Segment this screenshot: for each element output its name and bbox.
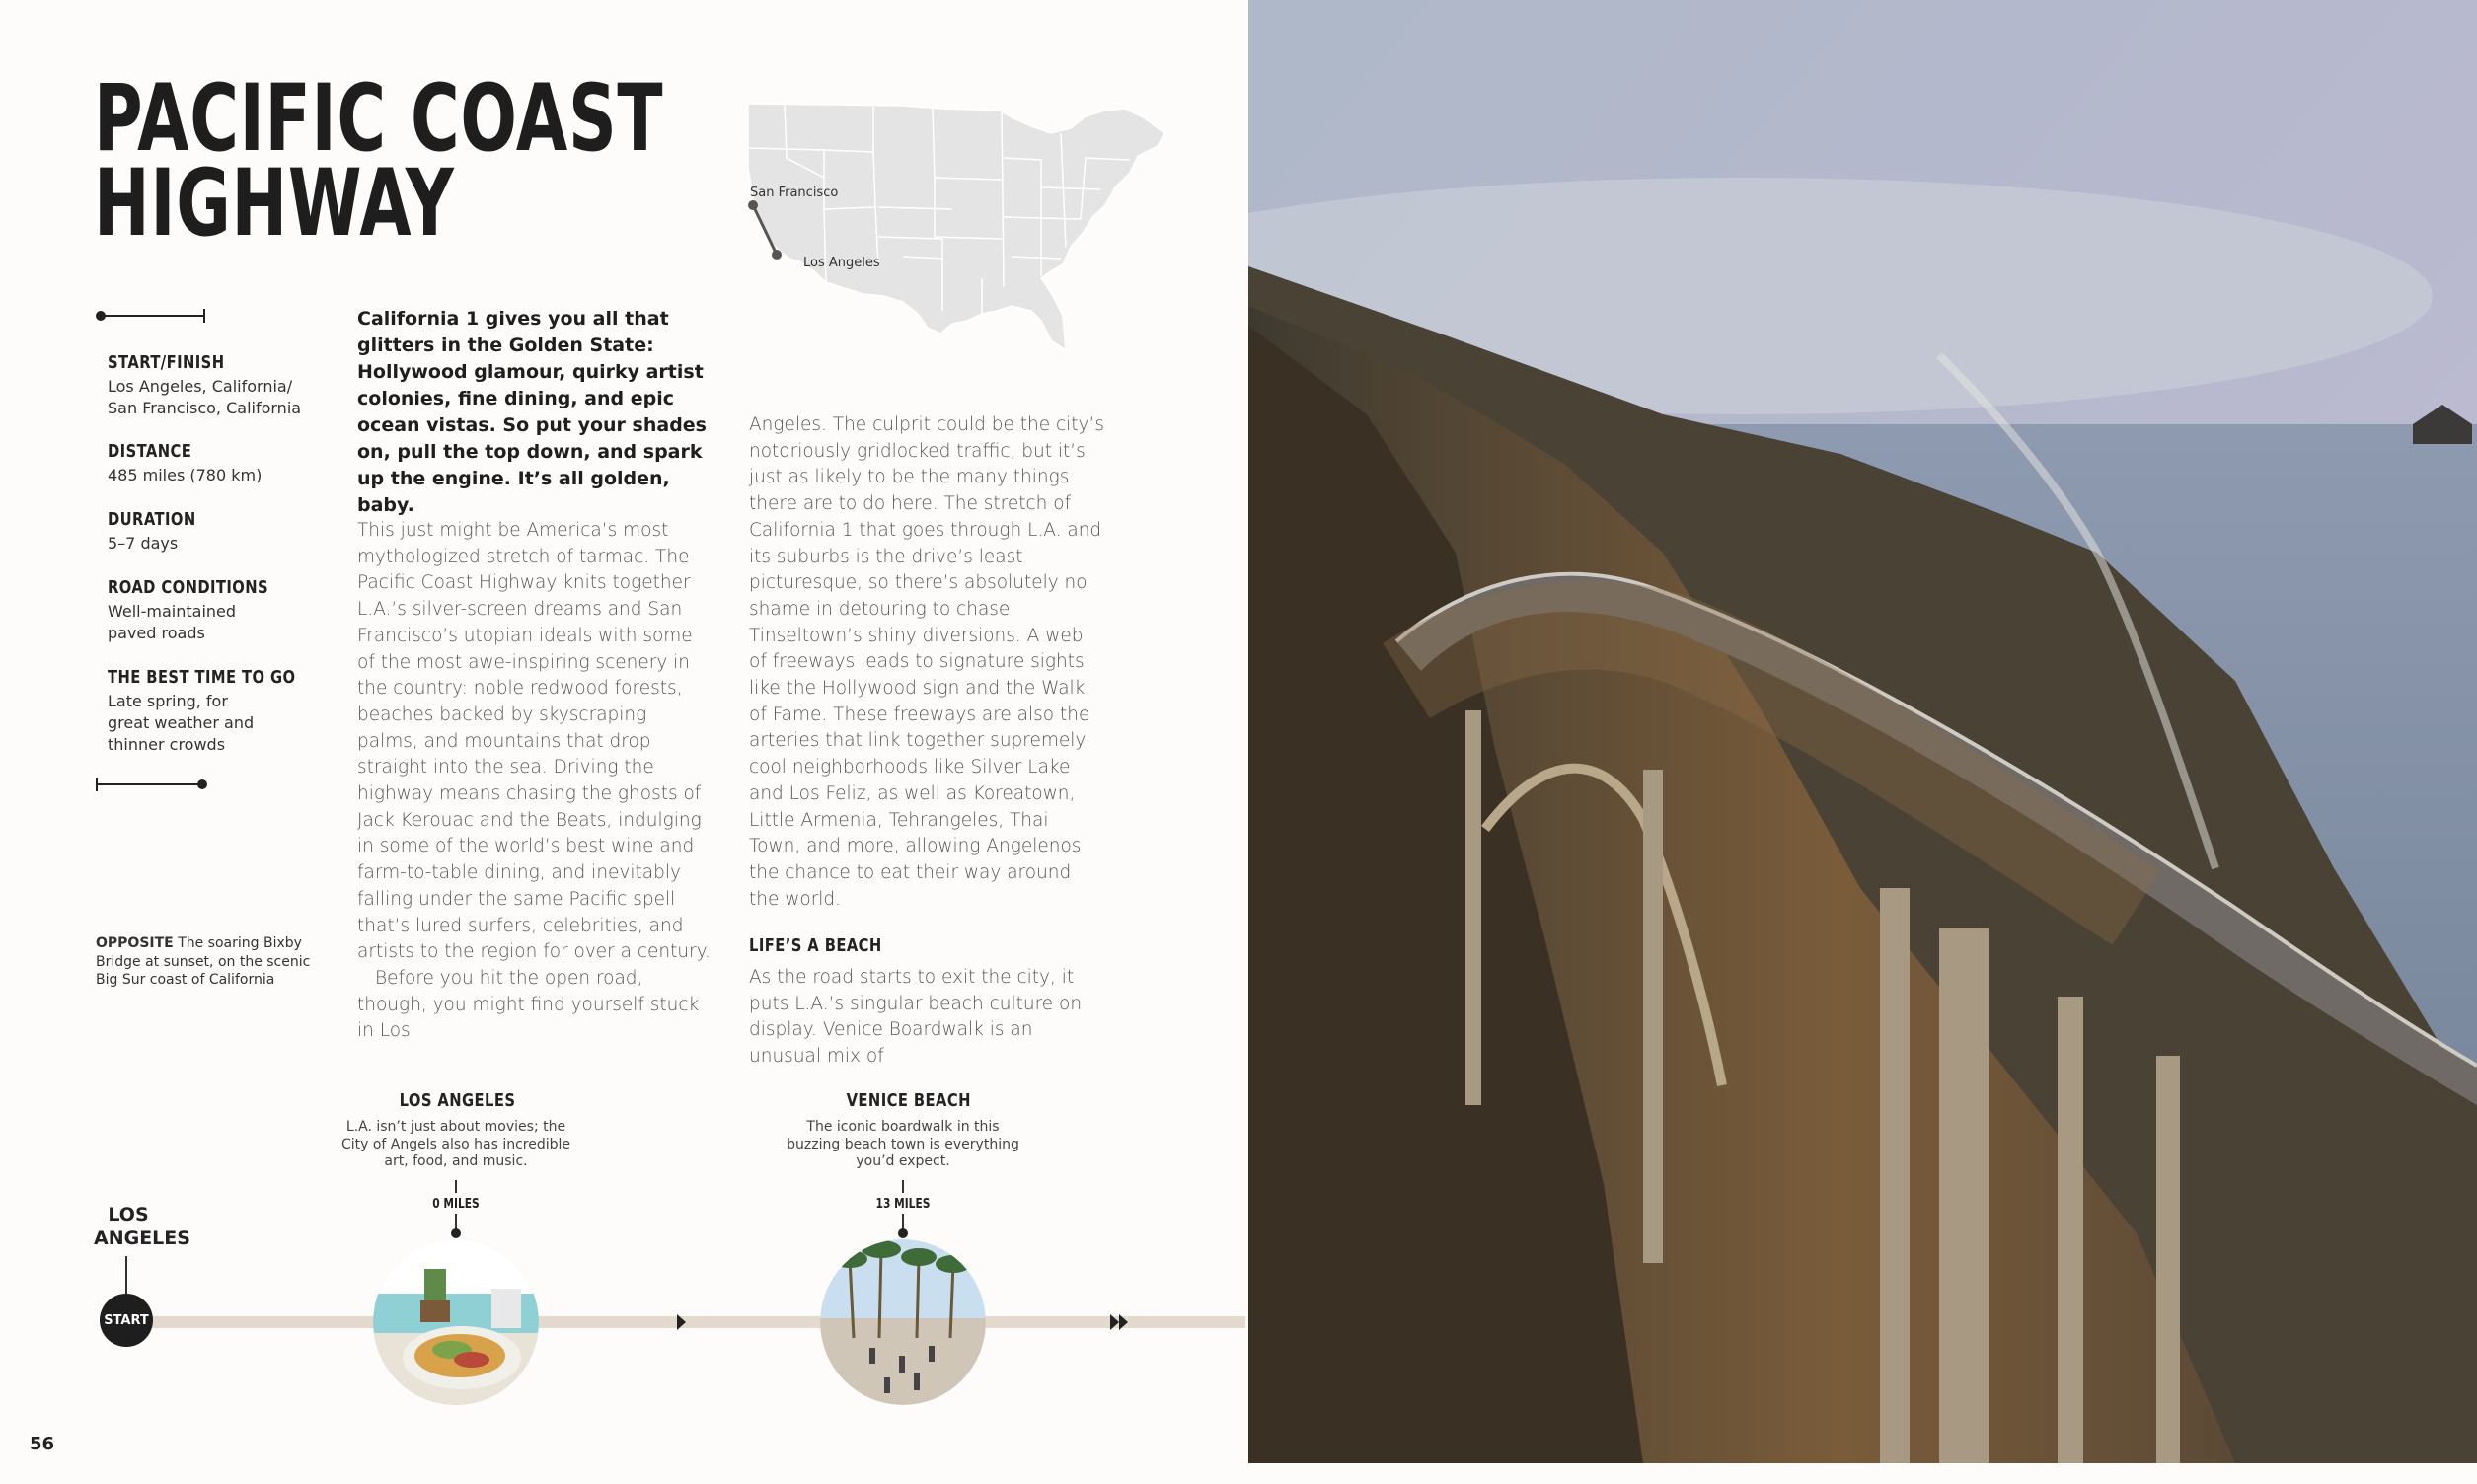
page-title: PACIFIC COAST HIGHWAY xyxy=(94,65,664,258)
info-label-duration: DURATION xyxy=(108,509,196,530)
stop-desc-venice-beach: The iconic boardwalk in this buzzing beach town is everything you’d expect. xyxy=(787,1119,1019,1169)
us-map-shape xyxy=(748,104,1164,350)
rule-tick xyxy=(203,309,205,323)
start-badge: START xyxy=(100,1294,153,1347)
body-paragraph: Angeles. The culprit could be the city’s notoriously gridlocked traffic, but it’s just as likely to be the many things there are to do here. The stretch of California 1 that goes through L.A. and its suburbs is the drive’s least picturesque, so there’s absolutely no shame in detouring to chase Tinseltown’s shiny diversions. A web of freeways leads to signature sights like the Hollywood sign and the Walk of Fame. These freeways are also the arteries that link together supremely cool neighborhoods like Silver Lake and Los Feliz, as well as Koreatown, Little Armenia, Tehrangeles, Thai Town, and more, allowing Angelenos the chance to eat their way around the world. xyxy=(749,414,1104,910)
arrow-right-icon xyxy=(677,1314,686,1330)
la-marker xyxy=(772,250,782,260)
stop-photo-venice-beach xyxy=(820,1239,986,1405)
page-number: 56 xyxy=(30,1434,55,1454)
info-label-start-finish: START/FINISH xyxy=(108,352,225,373)
rule-dot xyxy=(197,779,207,789)
us-route-map xyxy=(745,99,1169,355)
bottom-rule xyxy=(97,783,201,785)
section-heading: LIFE’S A BEACH xyxy=(749,935,882,957)
stop-title-venice-beach: VENICE BEACH xyxy=(846,1090,971,1111)
double-arrow-icon xyxy=(1110,1314,1119,1330)
start-city-label: LOS ANGELES xyxy=(94,1204,190,1249)
stop-desc-los-angeles: L.A. isn’t just about movies; the City of Angels also has incredible art, food, and music. xyxy=(340,1119,571,1169)
map-label-san-francisco: San Francisco xyxy=(750,186,839,200)
stop-miles-venice-beach: 13 MILES xyxy=(875,1197,931,1212)
stop-miles-los-angeles: 0 MILES xyxy=(432,1197,480,1212)
stop-connector xyxy=(455,1180,457,1193)
body-paragraph: As the road starts to exit the city, it puts L.A.’s singular beach culture on display. Venice Boardwalk is an unusual mix of xyxy=(749,967,1083,1068)
stop-photo-los-angeles xyxy=(373,1239,539,1405)
body-column-1 xyxy=(357,518,713,1045)
bixby-bridge-photo xyxy=(1248,0,2477,1463)
info-label-road-conditions: ROAD CONDITIONS xyxy=(108,577,269,598)
info-value-best-time: Late spring, for great weather and thinner crowds xyxy=(108,692,255,754)
map-label-los-angeles: Los Angeles xyxy=(803,256,880,270)
sf-marker xyxy=(748,200,758,210)
stop-title-los-angeles: LOS ANGELES xyxy=(399,1090,516,1111)
intro-paragraph: California 1 gives you all that glitters in the Golden State: Hollywood glamour, quirky artist colonies, fine dining, and epic ocean vistas. So put your shades on, pull the top down, and spark up the engine. It’s all golden, baby. xyxy=(357,308,707,516)
body-column-2 xyxy=(749,412,1104,1071)
route-line xyxy=(126,1316,1245,1328)
stop-connector xyxy=(902,1180,904,1193)
body-paragraph: Before you hit the open road, though, you might find yourself stuck in Los xyxy=(357,967,700,1042)
info-label-best-time: THE BEST TIME TO GO xyxy=(108,667,296,688)
stop-marker xyxy=(898,1228,908,1238)
double-arrow-icon xyxy=(1119,1314,1128,1330)
info-value-distance: 485 miles (780 km) xyxy=(108,466,263,484)
body-paragraph: This just might be America’s most mythologized stretch of tarmac. The Pacific Coast Highway knits together L.A.’s silver-screen dreams and San Francisco’s utopian ideals with some of the most awe-inspiring scenery in the country: noble redwood forests, beaches backed by skyscraping palms, and mountains that drop straight into the sea. Driving the highway means chasing the ghosts of Jack Kerouac and the Beats, indulging in some of the world’s best wine and farm-to-table dining, and inevitably falling under the same Pacific spell that’s lured surfers, celebrities, and artists to the region for over a century. xyxy=(357,520,711,963)
photo-caption: OPPOSITE The soaring Bixby Bridge at sunset, on the scenic Big Sur coast of California xyxy=(96,935,311,988)
start-connector xyxy=(125,1256,127,1294)
info-value-duration: 5–7 days xyxy=(108,534,179,553)
stop-marker xyxy=(451,1228,461,1238)
info-label-distance: DISTANCE xyxy=(108,441,192,462)
info-value-start-finish: Los Angeles, California/ San Francisco, California xyxy=(108,377,302,417)
info-value-road-conditions: Well-maintained paved roads xyxy=(108,602,237,642)
top-rule xyxy=(99,315,205,317)
